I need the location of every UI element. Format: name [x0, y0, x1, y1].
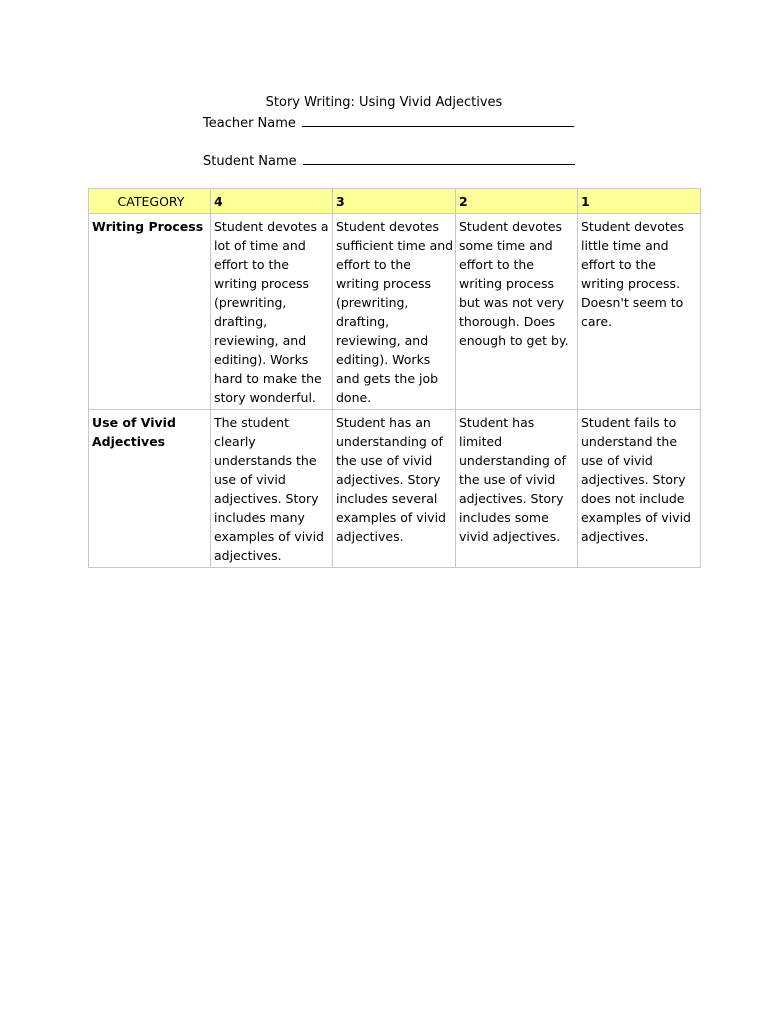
student-name-label: Student Name [203, 154, 297, 169]
rubric-cell-score-2: Student devotes some time and effort to the writing process but was not very thorough. Does enough to get by. [456, 214, 578, 410]
rubric-header-row [89, 189, 701, 214]
student-name-blank[interactable] [303, 152, 575, 165]
header-score-3: 3 [333, 189, 456, 214]
rubric-row-writing-process [89, 214, 701, 410]
student-name-line [203, 152, 575, 170]
rubric-row-vivid-adjectives [89, 410, 701, 568]
teacher-name-label: Teacher Name [203, 116, 296, 131]
row-category: Use of Vivid Adjectives [89, 410, 211, 568]
document-title: Story Writing: Using Vivid Adjectives [265, 95, 503, 110]
header-category: CATEGORY [89, 189, 211, 214]
row-category: Writing Process [89, 214, 211, 410]
header-score-2: 2 [456, 189, 578, 214]
rubric-cell-score-1: Student devotes little time and effort to the writing process. Doesn't seem to care. [578, 214, 701, 410]
teacher-name-blank[interactable] [302, 114, 574, 127]
rubric-cell-score-1: Student fails to understand the use of vivid adjectives. Story does not include examples of vivid adjectives. [578, 410, 701, 568]
header-score-1: 1 [578, 189, 701, 214]
rubric-cell-score-2: Student has limited understanding of the use of vivid adjectives. Story includes some vivid adjectives. [456, 410, 578, 568]
rubric-table [88, 188, 701, 568]
rubric-cell-score-3: Student devotes sufficient time and effort to the writing process (prewriting, drafting, reviewing, and editing). Works and gets the job done. [333, 214, 456, 410]
rubric-cell-score-4: The student clearly understands the use of vivid adjectives. Story includes many examples of vivid adjectives. [211, 410, 333, 568]
teacher-name-line [203, 114, 574, 132]
rubric-cell-score-4: Student devotes a lot of time and effort to the writing process (prewriting, drafting, reviewing, and editing). Works hard to make the story wonderful. [211, 214, 333, 410]
rubric-cell-score-3: Student has an understanding of the use of vivid adjectives. Story includes several examples of vivid adjectives. [333, 410, 456, 568]
header-score-4: 4 [211, 189, 333, 214]
